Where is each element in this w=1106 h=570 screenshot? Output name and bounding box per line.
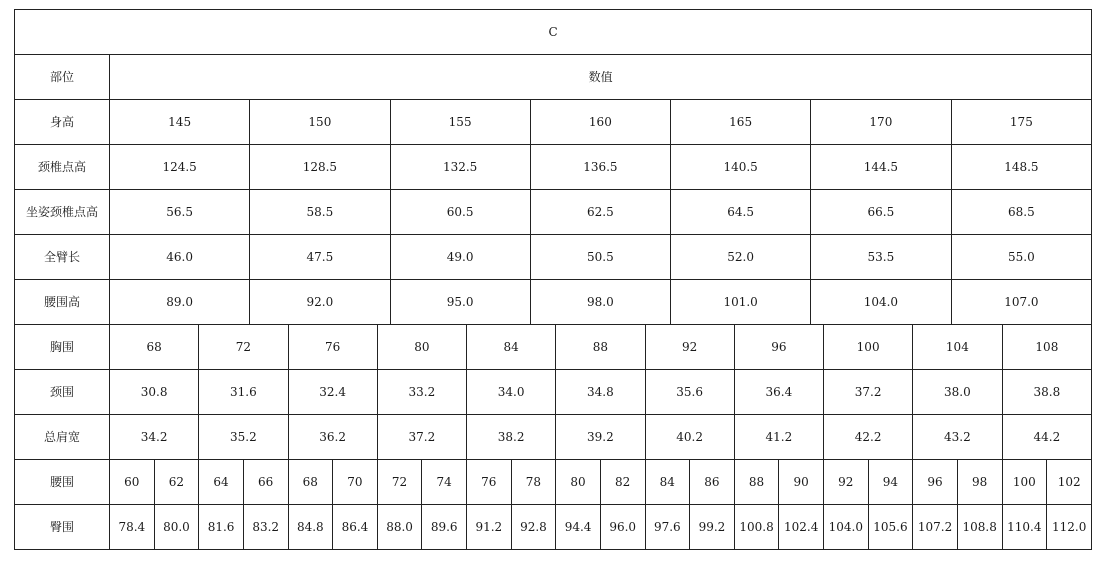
table-cell: 100.8 [734, 505, 779, 550]
table-cell: 35.6 [645, 370, 734, 415]
table-row [15, 280, 1092, 325]
table-cell: 90 [779, 460, 824, 505]
value-header: 数值 [110, 55, 1092, 100]
table-cell: 112.0 [1047, 505, 1092, 550]
table-cell: 34.0 [467, 370, 556, 415]
table-cell: 36.2 [288, 415, 377, 460]
table-row [15, 190, 1092, 235]
table-cell: 72 [377, 460, 422, 505]
table-cell: 170 [811, 100, 951, 145]
table-cell: 108.8 [957, 505, 1002, 550]
table-cell: 104 [913, 325, 1002, 370]
table-cell: 62.5 [530, 190, 670, 235]
table-cell: 110.4 [1002, 505, 1047, 550]
table-cell: 76 [288, 325, 377, 370]
table-cell: 92.0 [250, 280, 390, 325]
table-cell: 100 [824, 325, 913, 370]
table-cell: 66 [243, 460, 288, 505]
table-cell: 88.0 [377, 505, 422, 550]
table-cell: 53.5 [811, 235, 951, 280]
table-cell: 34.2 [110, 415, 199, 460]
table-cell: 72 [199, 325, 288, 370]
table-cell: 64.5 [671, 190, 811, 235]
row-label: 颈椎点高 [15, 145, 110, 190]
table-cell: 83.2 [243, 505, 288, 550]
row-label: 总肩宽 [15, 415, 110, 460]
table-cell: 52.0 [671, 235, 811, 280]
table-cell: 99.2 [690, 505, 735, 550]
table-cell: 37.2 [824, 370, 913, 415]
table-cell: 94.4 [556, 505, 601, 550]
table-cell: 148.5 [951, 145, 1092, 190]
table-cell: 84 [467, 325, 556, 370]
table-cell: 94 [868, 460, 913, 505]
table-cell: 95.0 [390, 280, 530, 325]
table-cell: 89.6 [422, 505, 467, 550]
table-cell: 132.5 [390, 145, 530, 190]
table-cell: 34.8 [556, 370, 645, 415]
table-cell: 107.2 [913, 505, 958, 550]
table-row [15, 235, 1092, 280]
row-label: 腰围高 [15, 280, 110, 325]
table-cell: 64 [199, 460, 244, 505]
table-cell: 80 [556, 460, 601, 505]
table-cell: 91.2 [467, 505, 512, 550]
row-label: 胸围 [15, 325, 110, 370]
table-cell: 96 [734, 325, 823, 370]
table-cell: 74 [422, 460, 467, 505]
table-cell: 68 [288, 460, 333, 505]
row-label: 臀围 [15, 505, 110, 550]
table-cell: 38.0 [913, 370, 1002, 415]
table-cell: 55.0 [951, 235, 1092, 280]
table-row [15, 460, 1092, 505]
table-cell: 144.5 [811, 145, 951, 190]
header-row [15, 55, 1092, 100]
table-cell: 136.5 [530, 145, 670, 190]
size-table [14, 9, 1092, 550]
table-cell: 145 [110, 100, 250, 145]
table-cell: 68 [110, 325, 199, 370]
row-label: 全臂长 [15, 235, 110, 280]
table-cell: 70 [333, 460, 378, 505]
table-cell: 37.2 [377, 415, 466, 460]
table-cell: 60 [110, 460, 155, 505]
table-cell: 84.8 [288, 505, 333, 550]
table-cell: 56.5 [110, 190, 250, 235]
part-header: 部位 [15, 55, 110, 100]
table-cell: 80 [377, 325, 466, 370]
table-cell: 124.5 [110, 145, 250, 190]
table-cell: 88 [556, 325, 645, 370]
table-cell: 104.0 [811, 280, 951, 325]
table-cell: 58.5 [250, 190, 390, 235]
row-label: 坐姿颈椎点高 [15, 190, 110, 235]
size-table-frame [14, 9, 1092, 541]
title-row [15, 10, 1092, 55]
table-cell: 38.2 [467, 415, 556, 460]
table-cell: 140.5 [671, 145, 811, 190]
table-cell: 46.0 [110, 235, 250, 280]
table-cell: 175 [951, 100, 1092, 145]
table-title: C [15, 10, 1092, 55]
table-cell: 92 [645, 325, 734, 370]
table-cell: 82 [600, 460, 645, 505]
table-cell: 84 [645, 460, 690, 505]
table-cell: 38.8 [1002, 370, 1092, 415]
table-row [15, 145, 1092, 190]
table-cell: 44.2 [1002, 415, 1092, 460]
table-cell: 62 [154, 460, 199, 505]
table-row [15, 415, 1092, 460]
table-cell: 107.0 [951, 280, 1092, 325]
table-cell: 32.4 [288, 370, 377, 415]
table-cell: 39.2 [556, 415, 645, 460]
table-row [15, 100, 1092, 145]
table-cell: 78 [511, 460, 556, 505]
table-cell: 105.6 [868, 505, 913, 550]
table-cell: 33.2 [377, 370, 466, 415]
table-cell: 102 [1047, 460, 1092, 505]
table-cell: 101.0 [671, 280, 811, 325]
table-cell: 102.4 [779, 505, 824, 550]
table-cell: 86.4 [333, 505, 378, 550]
row-label: 颈围 [15, 370, 110, 415]
table-cell: 80.0 [154, 505, 199, 550]
table-cell: 96 [913, 460, 958, 505]
table-cell: 155 [390, 100, 530, 145]
table-cell: 49.0 [390, 235, 530, 280]
table-cell: 88 [734, 460, 779, 505]
table-cell: 42.2 [824, 415, 913, 460]
table-cell: 43.2 [913, 415, 1002, 460]
table-cell: 92.8 [511, 505, 556, 550]
table-cell: 150 [250, 100, 390, 145]
table-cell: 104.0 [824, 505, 869, 550]
table-cell: 30.8 [110, 370, 199, 415]
table-cell: 86 [690, 460, 735, 505]
table-cell: 35.2 [199, 415, 288, 460]
table-cell: 36.4 [734, 370, 823, 415]
table-cell: 98.0 [530, 280, 670, 325]
row-label: 身高 [15, 100, 110, 145]
table-cell: 40.2 [645, 415, 734, 460]
table-cell: 89.0 [110, 280, 250, 325]
table-cell: 31.6 [199, 370, 288, 415]
table-cell: 41.2 [734, 415, 823, 460]
table-cell: 68.5 [951, 190, 1092, 235]
table-cell: 92 [824, 460, 869, 505]
table-cell: 50.5 [530, 235, 670, 280]
table-cell: 128.5 [250, 145, 390, 190]
table-cell: 100 [1002, 460, 1047, 505]
table-cell: 165 [671, 100, 811, 145]
row-label: 腰围 [15, 460, 110, 505]
table-cell: 98 [957, 460, 1002, 505]
table-cell: 97.6 [645, 505, 690, 550]
table-row [15, 370, 1092, 415]
table-cell: 60.5 [390, 190, 530, 235]
table-cell: 81.6 [199, 505, 244, 550]
table-cell: 76 [467, 460, 512, 505]
table-row [15, 325, 1092, 370]
table-cell: 66.5 [811, 190, 951, 235]
table-cell: 78.4 [110, 505, 155, 550]
table-cell: 160 [530, 100, 670, 145]
table-cell: 96.0 [600, 505, 645, 550]
table-row [15, 505, 1092, 550]
table-cell: 47.5 [250, 235, 390, 280]
table-cell: 108 [1002, 325, 1092, 370]
